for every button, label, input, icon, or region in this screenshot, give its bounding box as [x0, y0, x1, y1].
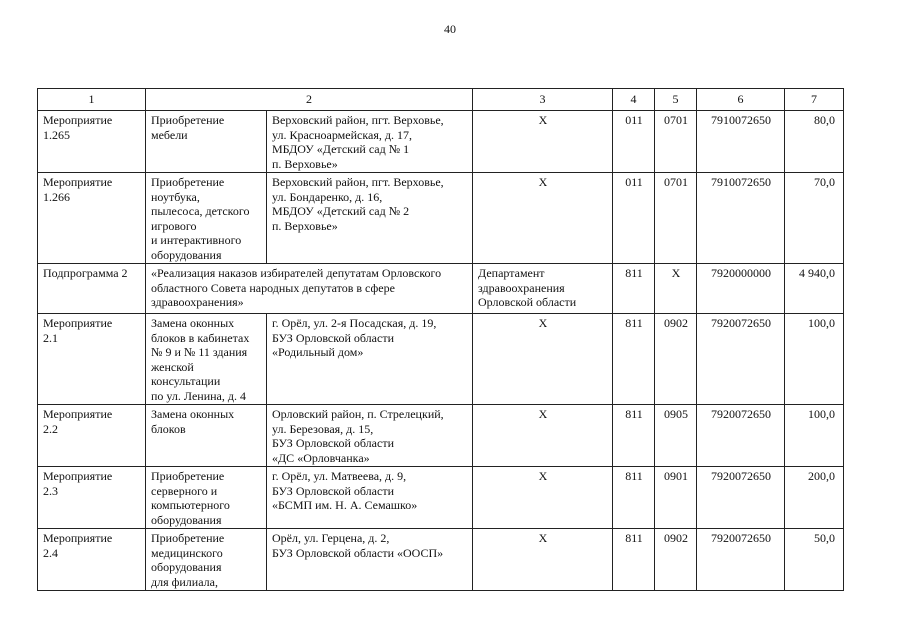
address-cell: Верховский район, пгт. Верховье, ул. Бондаренко, д. 16, МБДОУ «Детский сад № 2 п. Верховье»: [267, 173, 473, 264]
header-col-2: 2: [146, 89, 473, 111]
executor-cell: Департамент здравоохранения Орловской области: [473, 264, 613, 314]
code-cell: 811: [613, 529, 655, 591]
executor-cell: Х: [473, 529, 613, 591]
table-row: [38, 173, 844, 264]
code-cell: 811: [613, 467, 655, 529]
amount-cell: 100,0: [785, 405, 844, 467]
amount-cell: 4 940,0: [785, 264, 844, 314]
amount-cell: 80,0: [785, 111, 844, 173]
target-code-cell: 7910072650: [697, 173, 785, 264]
section-cell: 0901: [655, 467, 697, 529]
target-code-cell: 7920072650: [697, 405, 785, 467]
section-cell: 0701: [655, 111, 697, 173]
address-cell: Орловский район, п. Стрелецкий, ул. Березовая, д. 15, БУЗ Орловской области «ДС «Орловчанка»: [267, 405, 473, 467]
amount-cell: 200,0: [785, 467, 844, 529]
header-col-3: 3: [473, 89, 613, 111]
event-cell: Мероприятие 2.4: [38, 529, 146, 591]
event-name-cell: Приобретение ноутбука, пылесоса, детского игрового и интерактивного оборудования: [146, 173, 267, 264]
target-code-cell: 7920072650: [697, 314, 785, 405]
table-row: [38, 529, 844, 591]
subprogram-label-cell: Подпрограмма 2: [38, 264, 146, 314]
address-cell: Верховский район, пгт. Верховье, ул. Красноармейская, д. 17, МБДОУ «Детский сад № 1 п. Верховье»: [267, 111, 473, 173]
event-cell: Мероприятие 1.266: [38, 173, 146, 264]
header-col-5: 5: [655, 89, 697, 111]
executor-cell: Х: [473, 111, 613, 173]
table-row: [38, 467, 844, 529]
header-col-7: 7: [785, 89, 844, 111]
section-cell: 0701: [655, 173, 697, 264]
event-name-cell: Замена оконных блоков в кабинетах № 9 и № 11 здания женской консультации по ул. Ленина, д. 4: [146, 314, 267, 405]
executor-cell: Х: [473, 173, 613, 264]
target-code-cell: 7920072650: [697, 467, 785, 529]
executor-cell: Х: [473, 405, 613, 467]
table-row: [38, 405, 844, 467]
section-cell: 0905: [655, 405, 697, 467]
event-cell: Мероприятие 1.265: [38, 111, 146, 173]
amount-cell: 70,0: [785, 173, 844, 264]
subprogram-row: [38, 264, 844, 314]
amount-cell: 50,0: [785, 529, 844, 591]
executor-cell: Х: [473, 314, 613, 405]
section-cell: Х: [655, 264, 697, 314]
section-cell: 0902: [655, 529, 697, 591]
event-name-cell: Приобретение мебели: [146, 111, 267, 173]
code-cell: 811: [613, 314, 655, 405]
address-cell: г. Орёл, ул. Матвеева, д. 9, БУЗ Орловской области «БСМП им. Н. А. Семашко»: [267, 467, 473, 529]
executor-cell: Х: [473, 467, 613, 529]
target-code-cell: 7910072650: [697, 111, 785, 173]
amount-cell: 100,0: [785, 314, 844, 405]
table-row: [38, 314, 844, 405]
section-cell: 0902: [655, 314, 697, 405]
event-cell: Мероприятие 2.1: [38, 314, 146, 405]
event-name-cell: Приобретение медицинского оборудования для филиала,: [146, 529, 267, 591]
code-cell: 811: [613, 264, 655, 314]
event-cell: Мероприятие 2.3: [38, 467, 146, 529]
event-name-cell: Приобретение серверного и компьютерного оборудования: [146, 467, 267, 529]
budget-table: [37, 88, 844, 591]
header-col-6: 6: [697, 89, 785, 111]
table-header-row: [38, 89, 844, 111]
subprogram-name-cell: «Реализация наказов избирателей депутатам Орловского областного Совета народных депутатов в сфере здравоохранения»: [146, 264, 473, 314]
event-cell: Мероприятие 2.2: [38, 405, 146, 467]
page-number: 40: [444, 22, 456, 36]
address-cell: Орёл, ул. Герцена, д. 2, БУЗ Орловской области «ООСП»: [267, 529, 473, 591]
target-code-cell: 7920000000: [697, 264, 785, 314]
code-cell: 011: [613, 173, 655, 264]
header-col-1: 1: [38, 89, 146, 111]
code-cell: 811: [613, 405, 655, 467]
header-col-4: 4: [613, 89, 655, 111]
target-code-cell: 7920072650: [697, 529, 785, 591]
address-cell: г. Орёл, ул. 2-я Посадская, д. 19, БУЗ Орловской области «Родильный дом»: [267, 314, 473, 405]
event-name-cell: Замена оконных блоков: [146, 405, 267, 467]
table-row: [38, 111, 844, 173]
code-cell: 011: [613, 111, 655, 173]
